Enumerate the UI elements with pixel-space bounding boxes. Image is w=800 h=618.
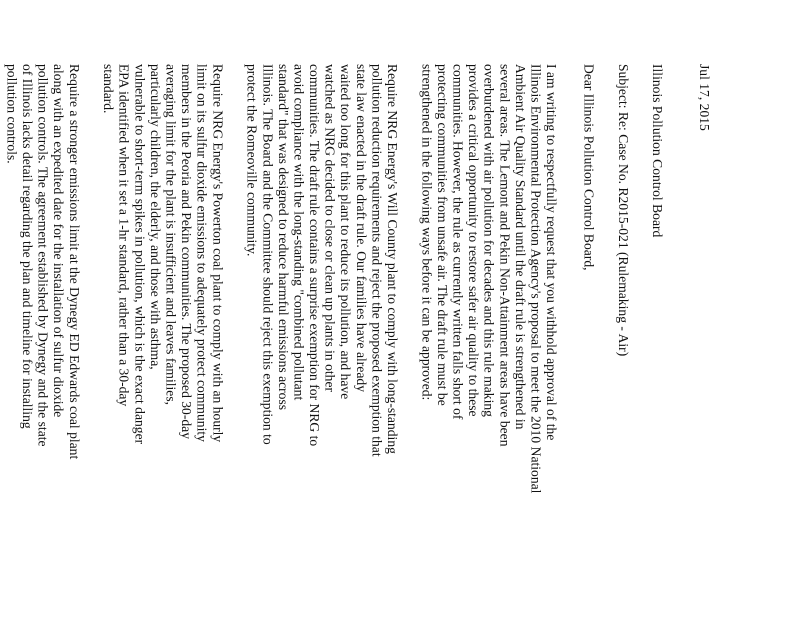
paragraph-line: communities. The draft rule contains a surprise exemption for NRG to [307, 64, 323, 447]
recipient-text: Illinois Pollution Control Board [650, 64, 666, 238]
paragraph-line: several areas. The Lemont and Pekin Non-Attainment areas have been [497, 64, 513, 447]
paragraph-line: limit on its sulfur dioxide emissions to adequately protect community [194, 64, 210, 442]
letter-date [696, 64, 712, 618]
recipient [650, 64, 666, 618]
paragraph-line: avoid compliance with the long-standing "combined pollutant [291, 64, 307, 401]
paragraph-line: averaging limit for the plant is insufficient and leaves families, [163, 64, 179, 406]
paragraph-powerton [100, 64, 225, 618]
paragraph-line: Require NRG Energy's Powerton coal plant to comply with an hourly [210, 64, 226, 443]
paragraph-line: Ambient Air Quality Standard until the draft rule is strengthened in [512, 64, 528, 430]
paragraph-line: particularly children, the elderly, and those with asthma, [147, 64, 163, 370]
paragraph-line: overburdened with air pollution for decades and this rule making [481, 64, 497, 417]
paragraph-line: I am writing to respectfully request that you withhold approval of the [544, 64, 560, 441]
paragraph-line: communities. However, the rule as currently written falls short of [450, 64, 466, 420]
paragraph-line: vulnerable to short-term spikes in pollution, which is the exact danger [132, 64, 148, 445]
paragraph-intro [419, 64, 559, 618]
paragraph-line: pollution controls. [4, 64, 20, 164]
paragraph-line: strengthened in the following ways before it can be approved: [419, 64, 435, 401]
paragraph-line: EPA identified when it set a 1-hr standard, rather than a 30-day [116, 64, 132, 407]
paragraph-line: Illinois Environmental Protection Agency's proposal to meet the 2010 National [528, 64, 544, 494]
paragraph-will-county [244, 64, 400, 618]
paragraph-line: pollution reduction requirements and reject the proposed exemption that [369, 64, 385, 457]
paragraph-line: Require NRG Energy's Will County plant to comply with long-standing [385, 64, 400, 454]
paragraph-line: state law enacted in the draft rule. Our families have already [353, 64, 369, 392]
salutation-text: Dear Illinois Pollution Control Board, [581, 64, 597, 271]
salutation [581, 64, 597, 618]
paragraph-line: standard. [101, 64, 117, 114]
paragraph-ed-edwards [4, 64, 82, 618]
paragraph-line: provides a critical opportunity to restore safer air quality to these [466, 64, 482, 417]
paragraph-line: Illinois. The Board and the Committee should reject this exemption to [260, 64, 276, 445]
paragraph-line: members in the Peoria and Pekin communities. The proposed 30-day [179, 64, 195, 440]
paragraph-line: pollution controls. The agreement established by Dynegy and the state [35, 64, 51, 447]
paragraph-line: standard" that was designed to reduce harmful emissions across [275, 64, 291, 411]
paragraph-line: along with an expedited date for the installation of sulfur dioxide [51, 64, 67, 418]
paragraph-line: watched as NRG decided to close or clean up plants in other [322, 64, 338, 393]
subject-text: Subject: Re: Case No. R2015-021 (Rulemaking - Air) [615, 64, 631, 357]
subject-line [615, 64, 631, 618]
paragraph-line: Require a stronger emissions limit at the Dynegy ED Edwards coal plant [66, 64, 82, 460]
paragraph-line: of Illinois lacks detail regarding the plan and timeline for installing [19, 64, 35, 429]
paragraph-line: protect the Romeoville community. [244, 64, 260, 257]
paragraph-line: protecting communities from unsafe air. The draft rule must be [434, 64, 450, 406]
date-text: Jul 17, 2015 [696, 64, 712, 131]
paragraph-line: waited too long for this plant to reduce its pollution, and have [338, 64, 354, 400]
